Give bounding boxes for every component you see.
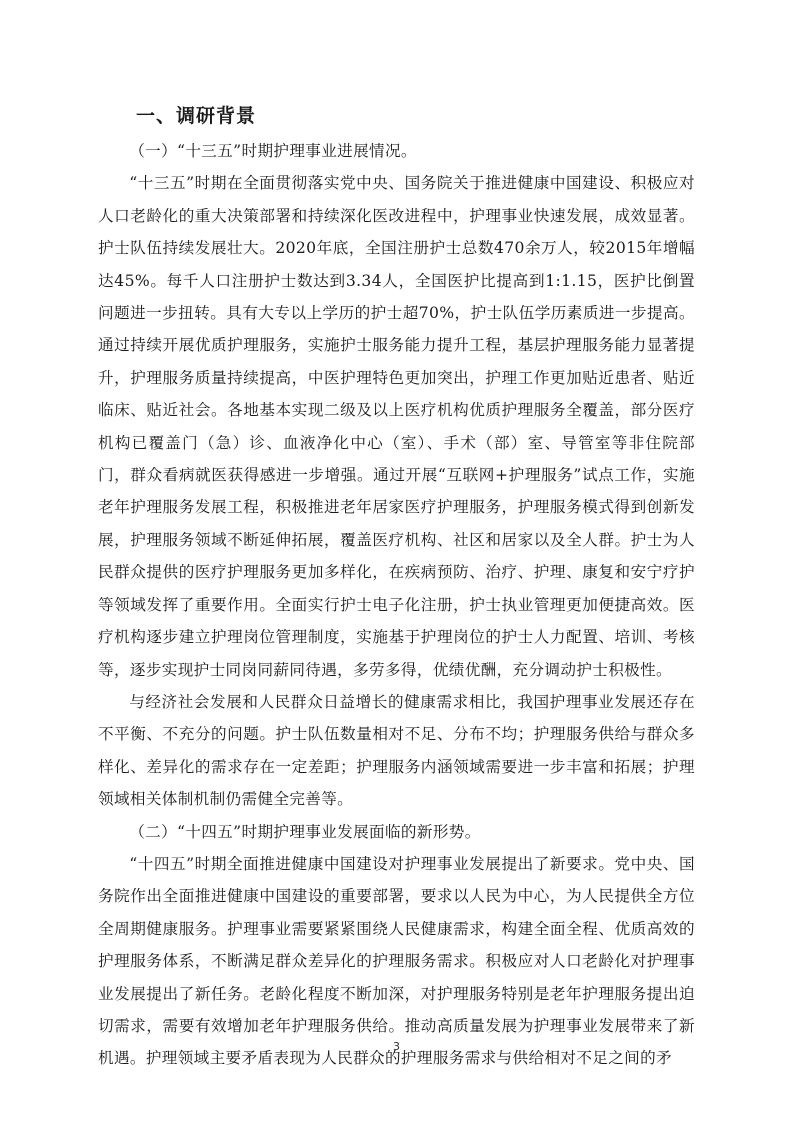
subsection-title-1: （一）“十三五”时期护理事业进展情况。 — [129, 142, 417, 160]
paragraph-1: “十三五”时期在全面贯彻落实党中央、国务院关于推进健康中国建设、积极应对人口老龄化的重大决策部署和持续深化医改进程中，护理事业快速发展，成效显著。护士队伍持续发展壮大。2020年底，全国注册护士总数470余万人，较2015年增幅达45%。每千人口注册护士数达到3.34人，全国医护比提高到1:1.15，医护比倒置问题进一步扭转。具有大专以上学历的护士超70%，护士队伍学历素质进一步提高。通过持续开展优质护理服务，实施护士服务能力提升工程，基层护理服务能力显著提升，护理服务质量持续提高，中医护理特色更加突出，护理工作更加贴近患者、贴近临床、贴近社会。各地基本实现二级及以上医疗机构优质护理服务全覆盖，部分医疗机构已覆盖门（急）诊、血液净化中心（室）、手术（部）室、导管室等非住院部门，群众看病就医获得感进一步增强。通过开展“互联网+护理服务”试点工作，实施老年护理服务发展工程，积极推进老年居家医疗护理服务，护理服务模式得到创新发展，护理服务领域不断延伸拓展，覆盖医疗机构、社区和居家以及全人群。护士为人民群众提供的医疗护理服务更加多样化，在疾病预防、治疗、护理、康复和安宁疗护等领域发挥了重要作用。全面实行护士电子化注册，护士执业管理更加便捷高效。医疗机构逐步建立护理岗位管理制度，实施基于护理岗位的护士人力配置、培训、考核等，逐步实现护士同岗同薪同待遇，多劳多得，优绩优酬，充分调动护士积极性。 — [98, 174, 695, 679]
paragraph-2: 与经济社会发展和人民群众日益增长的健康需求相比，我国护理事业发展还存在不平衡、不充分的问题。护士队伍数量相对不足、分布不均；护理服务供给与群众多样化、差异化的需求存在一定差距；护理服务内涵领域需要进一步丰富和拓展；护理领域相关体制机制仍需健全完善等。 — [98, 692, 695, 809]
paragraph-3: “十四五”时期全面推进健康中国建设对护理事业发展提出了新要求。党中央、国务院作出全面推进健康中国建设的重要部署，要求以人民为中心，为人民提供全方位全周期健康服务。护理事业需要紧紧围绕人民健康需求，构建全面全程、优质高效的护理服务体系，不断满足群众差异化的护理服务需求。积极应对人口老龄化对护理事业发展提出了新任务。老龄化程度不断加深，对护理服务特别是老年护理服务提出迫切需求，需要有效增加老年护理服务供给。推动高质量发展为护理事业发展带来了新机遇。护理领域主要矛盾表现为人民群众的护理服务需求与供给相对不足之间的矛 — [98, 854, 695, 1068]
subsection-title-2: （二）“十四五”时期护理事业发展面临的新形势。 — [129, 822, 481, 841]
document-page — [98, 103, 695, 1075]
page-number: 3 — [393, 1040, 400, 1053]
section-heading: 一、调研背景 — [136, 105, 257, 127]
